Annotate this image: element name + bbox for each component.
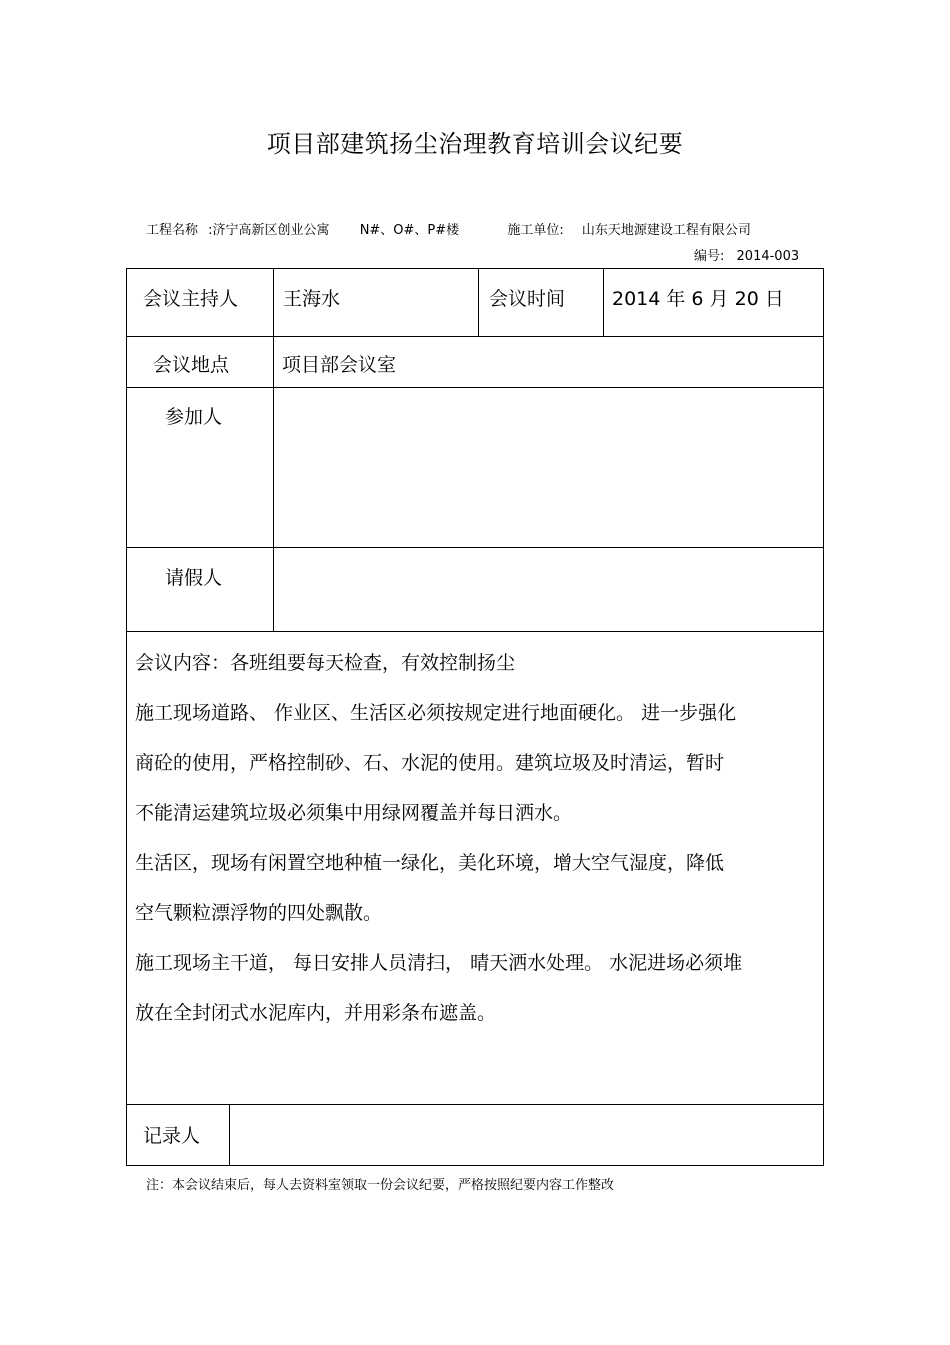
row-divider xyxy=(126,336,824,337)
content-line: 商砼的使用，严格控制砂、石、水泥的使用。建筑垃圾及时清运，暂时 xyxy=(135,752,725,774)
row-divider xyxy=(126,387,824,388)
content-line: 会议内容：各班组要每天检查，有效控制扬尘 xyxy=(135,652,516,674)
time-value: 2014 年 6 月 20 日 xyxy=(612,288,784,310)
content-line: 施工现场主干道， 每日安排人员清扫， 晴天洒水处理。 水泥进场必须堆 xyxy=(135,952,743,974)
content-line: 不能清运建筑垃圾必须集中用绿网覆盖并每日洒水。 xyxy=(135,802,573,824)
column-divider xyxy=(273,268,274,632)
project-value: :济宁高新区创业公寓 xyxy=(208,223,330,238)
host-label: 会议主持人 xyxy=(143,288,239,310)
contractor-label: 施工单位: xyxy=(507,223,564,238)
serial-value: 2014-003 xyxy=(736,249,800,264)
content-line: 放在全封闭式水泥库内，并用彩条布遮盖。 xyxy=(135,1002,497,1024)
project-info-line xyxy=(146,219,751,238)
recorder-label: 记录人 xyxy=(143,1125,201,1147)
location-label: 会议地点 xyxy=(153,354,230,376)
content-line: 施工现场道路、 作业区、生活区必须按规定进行地面硬化。 进一步强化 xyxy=(135,702,737,724)
time-label: 会议时间 xyxy=(489,288,566,310)
location-value: 项目部会议室 xyxy=(282,354,397,376)
host-value: 王海水 xyxy=(283,288,341,310)
column-divider xyxy=(229,1104,230,1166)
buildings-value: N#、O#、P#楼 xyxy=(359,223,460,238)
leave-label: 请假人 xyxy=(165,567,223,589)
content-line: 空气颗粒漂浮物的四处飘散。 xyxy=(135,902,383,924)
column-divider xyxy=(478,268,479,337)
attendees-label: 参加人 xyxy=(165,406,223,428)
serial-number xyxy=(694,245,799,264)
row-divider xyxy=(126,547,824,548)
column-divider xyxy=(603,268,604,337)
row-divider xyxy=(126,631,824,632)
row-divider xyxy=(126,1104,824,1105)
project-label: 工程名称 xyxy=(146,223,199,238)
serial-label: 编号: xyxy=(694,249,725,264)
contractor-value: 山东天地源建设工程有限公司 xyxy=(581,223,751,238)
document-title: 项目部建筑扬尘治理教育培训会议纪要 xyxy=(266,130,684,158)
footer-note: 注：本会议结束后，每人去资料室领取一份会议纪要，严格按照纪要内容工作整改 xyxy=(146,1178,615,1193)
meeting-content xyxy=(135,638,815,1038)
content-line: 生活区，现场有闲置空地种植一绿化，美化环境，增大空气湿度，降低 xyxy=(135,852,725,874)
